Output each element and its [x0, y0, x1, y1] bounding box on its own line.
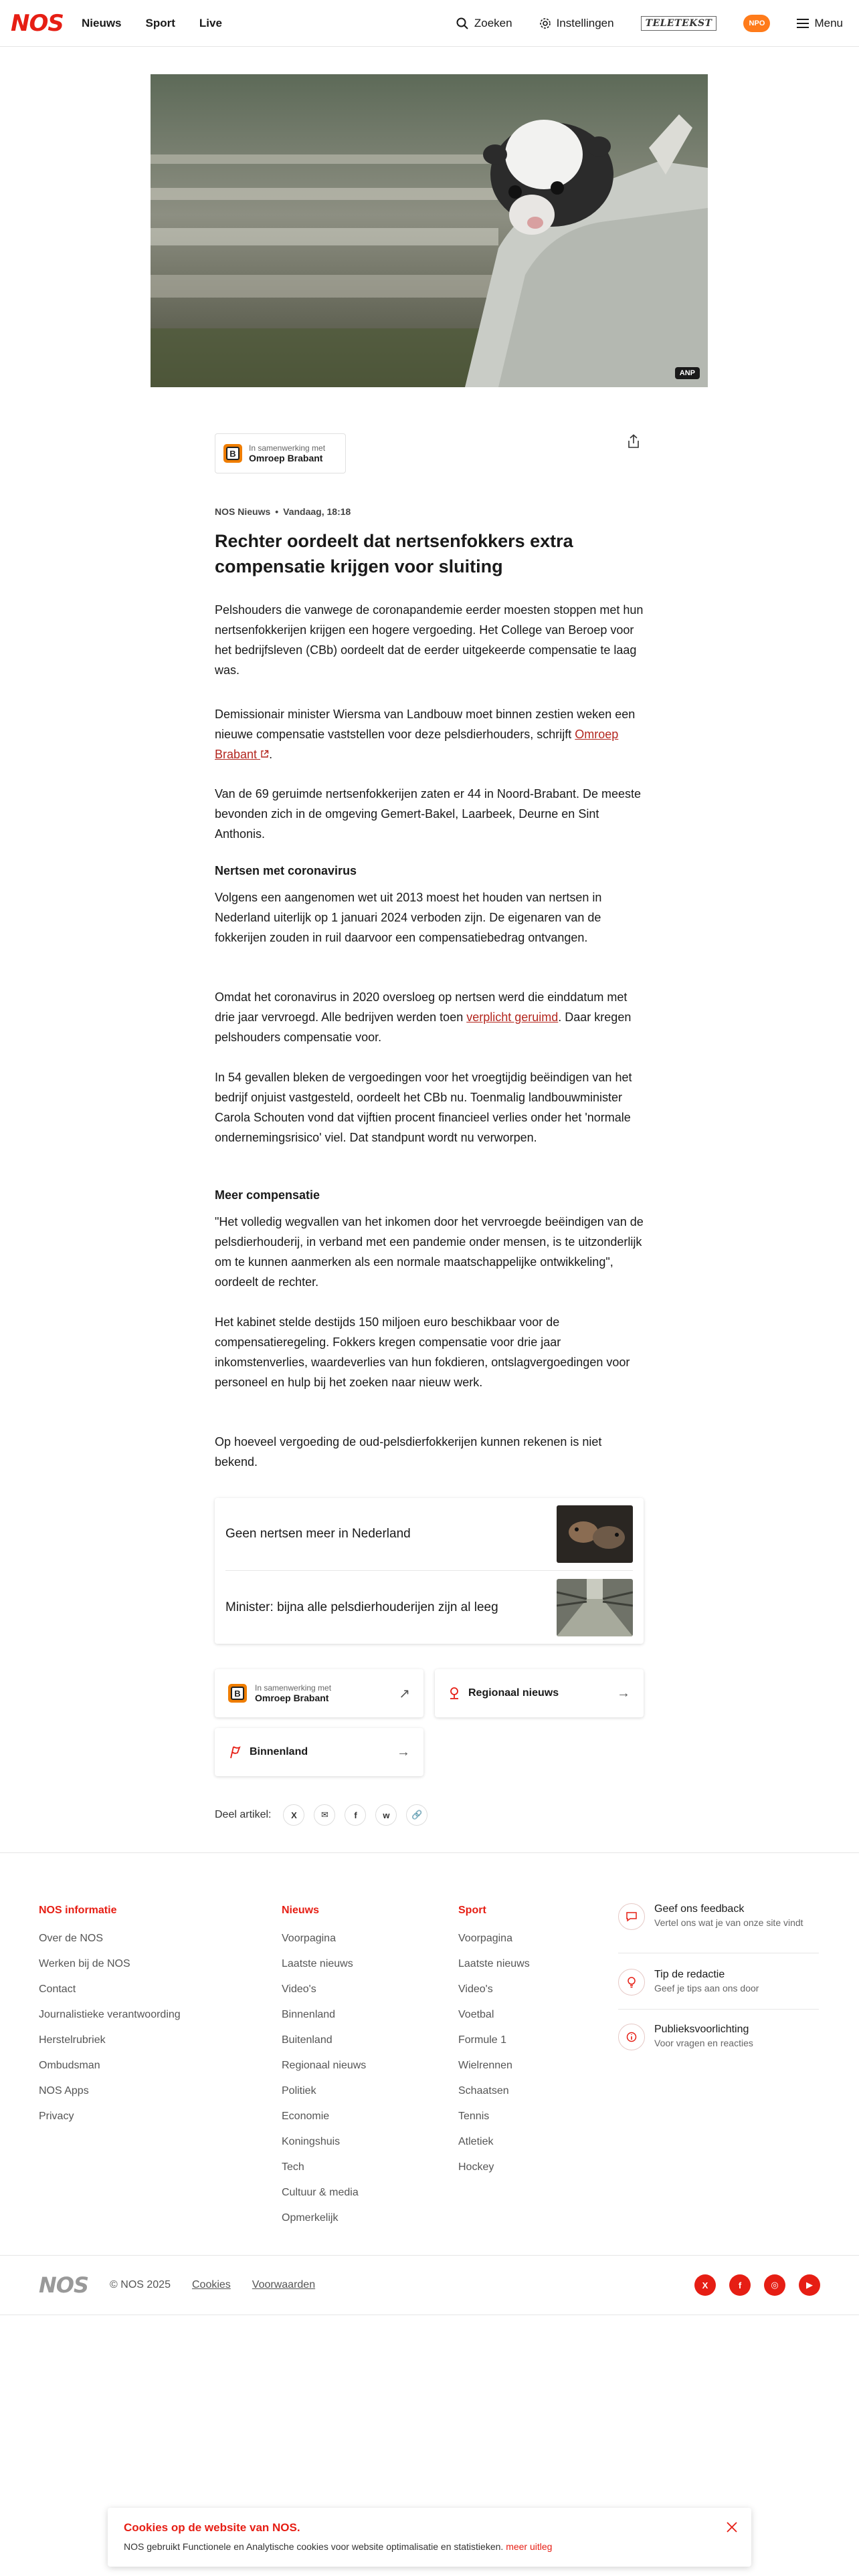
feedback-divider	[618, 2009, 819, 2010]
tag-omroep-brabant[interactable]	[215, 1669, 423, 1717]
related-article[interactable]	[215, 1498, 644, 1570]
share-icon	[627, 434, 640, 449]
facebook-social-button[interactable]	[729, 2274, 751, 2296]
footer-bottom-bar	[0, 2255, 859, 2315]
footer-col-title: NOS informatie	[39, 1905, 117, 1916]
paragraph-text: . Daar kregen pelshouders compensatie voor.	[215, 1010, 632, 1044]
meta-separator: •	[275, 506, 279, 517]
footer-link[interactable]: Hockey	[458, 2161, 494, 2173]
collab-badge[interactable]	[215, 433, 346, 473]
copy-link-button[interactable]	[406, 1804, 427, 1826]
section-heading: Meer compensatie	[215, 1188, 320, 1202]
publieksvoorlichting-link[interactable]	[618, 2024, 819, 2050]
verplicht-geruimd-link[interactable]: verplicht geruimd	[466, 1010, 559, 1024]
section-heading: Nertsen met coronavirus	[215, 864, 357, 877]
gear-icon	[539, 17, 551, 29]
tag-label: Regionaal nieuws	[468, 1687, 559, 1699]
x-icon: X	[702, 2280, 708, 2290]
share-button[interactable]	[623, 431, 644, 452]
link-icon: 🔗	[411, 1810, 423, 1820]
article-paragraph	[215, 987, 644, 1047]
footer-link[interactable]: Economie	[282, 2111, 330, 2122]
chat-icon	[618, 1903, 645, 1930]
nos-footer-logo[interactable]: NOS	[39, 2272, 89, 2298]
footer-link[interactable]: Buitenland	[282, 2034, 332, 2046]
footer-col-title: Sport	[458, 1905, 486, 1916]
close-icon	[726, 2521, 738, 2533]
teletekst-link[interactable]: TELETEKST	[641, 16, 717, 31]
cookie-banner	[108, 2508, 751, 2567]
footer-link[interactable]: Cultuur & media	[282, 2187, 359, 2198]
related-divider	[225, 1570, 633, 1571]
footer-link[interactable]: Contact	[39, 1983, 76, 1995]
external-link-icon	[260, 750, 269, 758]
feedback-link[interactable]	[618, 1903, 819, 1930]
tag-label: Binnenland	[250, 1746, 308, 1757]
cookie-title: Cookies op de website van NOS.	[124, 2521, 300, 2534]
menu-button[interactable]	[797, 17, 843, 30]
omroep-brabant-logo	[223, 444, 242, 463]
footer-col-nieuws	[282, 1905, 366, 2231]
footer-link[interactable]: Laatste nieuws	[458, 1958, 530, 1969]
main-nav	[82, 17, 222, 30]
cookie-close-button[interactable]	[722, 2517, 742, 2537]
footer-link[interactable]: Politiek	[282, 2085, 316, 2097]
article-paragraph: In 54 gevallen bleken de vergoedingen voor het vroegtijdig beëindigen van het bedrijf onjuist vastgesteld, oordeelt het CBb nu. Toenmalig landbouwminister Carola Schouten vond dat vijftien procent financieel verlies onder het 'normale ondernemingsrisico' viel. Dat standpunt wordt nu verworpen.	[215, 1071, 632, 1144]
cookie-more-link[interactable]: meer uitleg	[506, 2541, 553, 2552]
footer-link[interactable]: Video's	[282, 1983, 316, 1995]
footer-link[interactable]: Voorpagina	[282, 1933, 336, 1944]
article-paragraph: Pelshouders die vanwege de coronapandemie eerder moesten stoppen met hun nertsenfokkerijen krijgen een hogere vergoeding. Het College van Beroep voor het bedrijfsleven (CBb) oordeelt dat de eerder uitgekeerde compensatie te laag was.	[215, 603, 644, 677]
copyright: © NOS 2025	[110, 2279, 171, 2290]
collab-name: Omroep Brabant	[255, 1693, 329, 1703]
footer-link[interactable]: Herstelrubriek	[39, 2034, 106, 2046]
article-paragraph	[215, 704, 644, 764]
related-thumbnail	[557, 1505, 633, 1563]
instagram-icon: ◎	[771, 2280, 779, 2290]
npo-logo[interactable]: NPO	[743, 15, 770, 32]
photo-credit: ANP	[675, 367, 700, 379]
site-header	[0, 0, 859, 47]
footer-col-title: Nieuws	[282, 1905, 320, 1916]
footer-link[interactable]: Binnenland	[282, 2009, 336, 2020]
publieks-sub: Voor vragen en reacties	[654, 2038, 753, 2048]
nos-logo[interactable]: NOS	[11, 9, 64, 37]
terms-link[interactable]: Voorwaarden	[252, 2279, 316, 2290]
cookies-link[interactable]: Cookies	[191, 2279, 231, 2290]
cookie-text	[124, 2541, 735, 2552]
collab-name: Omroep Brabant	[249, 453, 323, 463]
footer-link[interactable]: Wielrennen	[458, 2060, 512, 2071]
paragraph-text: Demissionair minister Wiersma van Landbouw moet binnen zestien weken een nieuwe compensatie vaststellen voor deze pelsdierhouders, schrijft	[215, 708, 636, 741]
paragraph-text: .	[269, 748, 273, 761]
footer-link[interactable]: Over de NOS	[39, 1933, 104, 1944]
search-icon	[456, 17, 469, 30]
lightbulb-icon	[618, 1969, 645, 1996]
footer-link[interactable]: Tech	[282, 2161, 304, 2173]
footer-link[interactable]: Opmerkelijk	[282, 2212, 339, 2224]
tip-sub: Geef je tips aan ons door	[654, 1983, 759, 1994]
nav-live[interactable]: Live	[199, 16, 222, 29]
share-x-button[interactable]	[283, 1804, 304, 1826]
x-social-button[interactable]	[694, 2274, 716, 2296]
settings-button[interactable]	[539, 17, 614, 30]
article-paragraph: Het kabinet stelde destijds 150 miljoen euro beschikbaar voor de compensatieregeling. Fokkers kregen compensatie voor drie jaar inkomstenverlies, waardeverlies van hun fokdieren, ontslagvergoedingen voor personeel en hulp bij het zoeken naar nieuw werk.	[215, 1315, 630, 1389]
article-paragraph: Op hoeveel vergoeding de oud-pelsdierfokkerijen kunnen rekenen is niet bekend.	[215, 1435, 602, 1469]
hamburger-icon	[797, 19, 809, 28]
publieks-title: Publieksvoorlichting	[654, 2024, 749, 2035]
nav-nieuws[interactable]: Nieuws	[82, 16, 122, 29]
omroep-brabant-logo-letter: B	[226, 447, 240, 460]
related-thumbnail	[557, 1579, 633, 1636]
location-pin-icon	[448, 1687, 460, 1700]
footer-link[interactable]: Tennis	[458, 2111, 490, 2122]
share-row	[215, 1804, 644, 1826]
cookie-body: NOS gebruikt Functionele en Analytische cookies voor website optimalisatie en statistieken.	[124, 2541, 506, 2552]
footer-link[interactable]: Voorpagina	[458, 1933, 512, 1944]
related-title: Geen nertsen meer in Nederland	[225, 1527, 411, 1541]
article-meta	[215, 506, 644, 517]
article-paragraph: Volgens een aangenomen wet uit 2013 moest het houden van nertsen in Nederland uiterlijk op 1 januari 2024 verboden zijn. De eigenaren van de fokkerijen zouden in ruil daarvoor een compensatiebedrag ontvangen.	[215, 891, 602, 944]
instagram-social-button[interactable]	[764, 2274, 785, 2296]
share-facebook-button[interactable]	[345, 1804, 366, 1826]
tag-binnenland[interactable]	[215, 1728, 423, 1776]
share-label: Deel artikel:	[215, 1809, 272, 1820]
arrow-right-icon: →	[397, 1744, 410, 1759]
whatsapp-icon: w	[383, 1810, 390, 1820]
footer-link[interactable]: Werken bij de NOS	[39, 1958, 130, 1969]
footer-col-sport	[458, 1905, 530, 2180]
footer-col-info	[39, 1905, 181, 2129]
footer-link[interactable]: Journalistieke verantwoording	[39, 2009, 181, 2020]
footer-link[interactable]: Schaatsen	[458, 2085, 509, 2097]
facebook-icon: f	[738, 2280, 742, 2290]
article-paragraph: Van de 69 geruimde nertsenfokkerijen zaten er 44 in Noord-Brabant. De meeste bevonden zich in de omgeving Gemert-Bakel, Laarbeek, Deurne en Sint Anthonis.	[215, 787, 642, 841]
footer-link[interactable]: NOS Apps	[39, 2085, 89, 2097]
omroep-brabant-link-text: Omroep Brabant	[215, 728, 619, 761]
youtube-icon: ▶	[806, 2280, 813, 2290]
flag-icon	[228, 1745, 242, 1759]
search-button[interactable]	[456, 17, 512, 30]
social-links	[694, 2274, 820, 2296]
facebook-icon: f	[354, 1810, 357, 1820]
feedback-sub: Vertel ons wat je van onze site vindt	[654, 1917, 803, 1928]
share-email-button[interactable]	[314, 1804, 335, 1826]
footer-link[interactable]: Privacy	[39, 2111, 74, 2122]
paragraph-text: Omdat het coronavirus in 2020 oversloeg op nertsen werd die einddatum met drie jaar vervroegd. Alle bedrijven werden toen	[215, 990, 628, 1024]
nav-sport[interactable]: Sport	[145, 16, 175, 29]
search-label: Zoeken	[474, 16, 512, 29]
share-whatsapp-button[interactable]	[375, 1804, 397, 1826]
collab-caption: In samenwerking met	[255, 1683, 332, 1693]
tip-title: Tip de redactie	[654, 1969, 725, 1980]
article-time: Vandaag, 18:18	[283, 506, 351, 517]
article-source: NOS Nieuws	[215, 506, 271, 517]
tip-link[interactable]	[618, 1969, 819, 1996]
external-arrow-icon: ↗	[399, 1686, 410, 1701]
youtube-social-button[interactable]	[799, 2274, 820, 2296]
article-title: Rechter oordeelt dat nertsenfokkers extra compensatie krijgen voor sluiting	[215, 531, 573, 576]
footer-link[interactable]: Laatste nieuws	[282, 1958, 353, 1969]
menu-label: Menu	[814, 16, 843, 29]
omroep-brabant-logo-letter: B	[231, 1687, 244, 1700]
footer-link[interactable]: Atletiek	[458, 2136, 494, 2147]
footer-link[interactable]: Voetbal	[458, 2009, 494, 2020]
arrow-right-icon: →	[617, 1685, 630, 1701]
footer-link[interactable]: Regionaal nieuws	[282, 2060, 367, 2071]
footer-link[interactable]: Ombudsman	[39, 2060, 100, 2071]
article-paragraph: "Het volledig wegvallen van het inkomen door het vervroegde beëindigen van de pelsdierhouderij, in verband met een pandemie onder mensen, is te uitzonderlijk om te kunnen aanmerken als een normale maatschappelijke ontwikkeling", oordeelt de rechter.	[215, 1215, 644, 1289]
feedback-title: Geef ons feedback	[654, 1903, 745, 1915]
settings-label: Instellingen	[556, 16, 614, 29]
info-icon	[618, 2024, 645, 2050]
tag-regionaal-nieuws[interactable]	[435, 1669, 644, 1717]
collab-caption: In samenwerking met	[249, 443, 326, 453]
footer-link[interactable]: Koningshuis	[282, 2136, 341, 2147]
footer-link[interactable]: Video's	[458, 1983, 493, 1995]
mail-icon: ✉	[321, 1810, 328, 1820]
related-articles	[215, 1498, 644, 1644]
footer-link[interactable]: Formule 1	[458, 2034, 507, 2046]
related-article[interactable]	[215, 1572, 644, 1644]
omroep-brabant-logo	[228, 1684, 247, 1703]
header-actions	[456, 15, 843, 32]
hero-image	[151, 74, 708, 387]
footer-divider	[0, 1852, 859, 1853]
x-icon: X	[291, 1810, 297, 1820]
mink-photo	[151, 74, 708, 387]
related-title: Minister: bijna alle pelsdierhouderijen zijn al leeg	[225, 1600, 498, 1614]
